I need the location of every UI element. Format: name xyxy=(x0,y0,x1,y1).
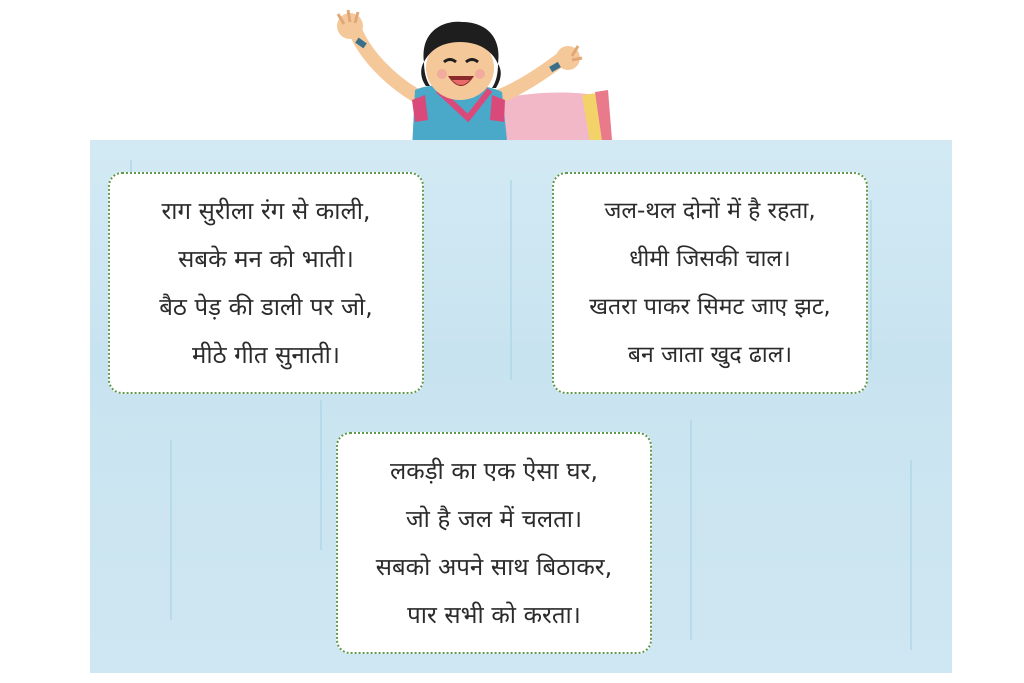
riddle-line: धीमी जिसकी चाल। xyxy=(629,246,791,272)
cheering-child-illustration xyxy=(320,0,620,150)
riddle-line: खतरा पाकर सिमट जाए झट, xyxy=(589,294,831,320)
riddle-line: पार सभी को करता। xyxy=(407,601,581,629)
riddle-line: बैठ पेड़ की डाली पर जो, xyxy=(159,293,373,321)
riddle-line: सबके मन को भाती। xyxy=(178,245,354,273)
riddle-card-2 xyxy=(552,172,868,394)
riddle-card-3 xyxy=(336,432,652,654)
riddle-line: सबको अपने साथ बिठाकर, xyxy=(375,553,613,581)
riddle-line: राग सुरीला रंग से काली, xyxy=(161,197,371,225)
riddle-card-1 xyxy=(108,172,424,394)
riddle-line: मीठे गीत सुनाती। xyxy=(192,341,340,369)
riddle-line: बन जाता खुद ढाल। xyxy=(627,342,793,368)
riddle-line: लकड़ी का एक ऐसा घर, xyxy=(390,457,598,485)
riddle-line: जल-थल दोनों में है रहता, xyxy=(604,198,816,224)
riddle-line: जो है जल में चलता। xyxy=(405,505,583,533)
